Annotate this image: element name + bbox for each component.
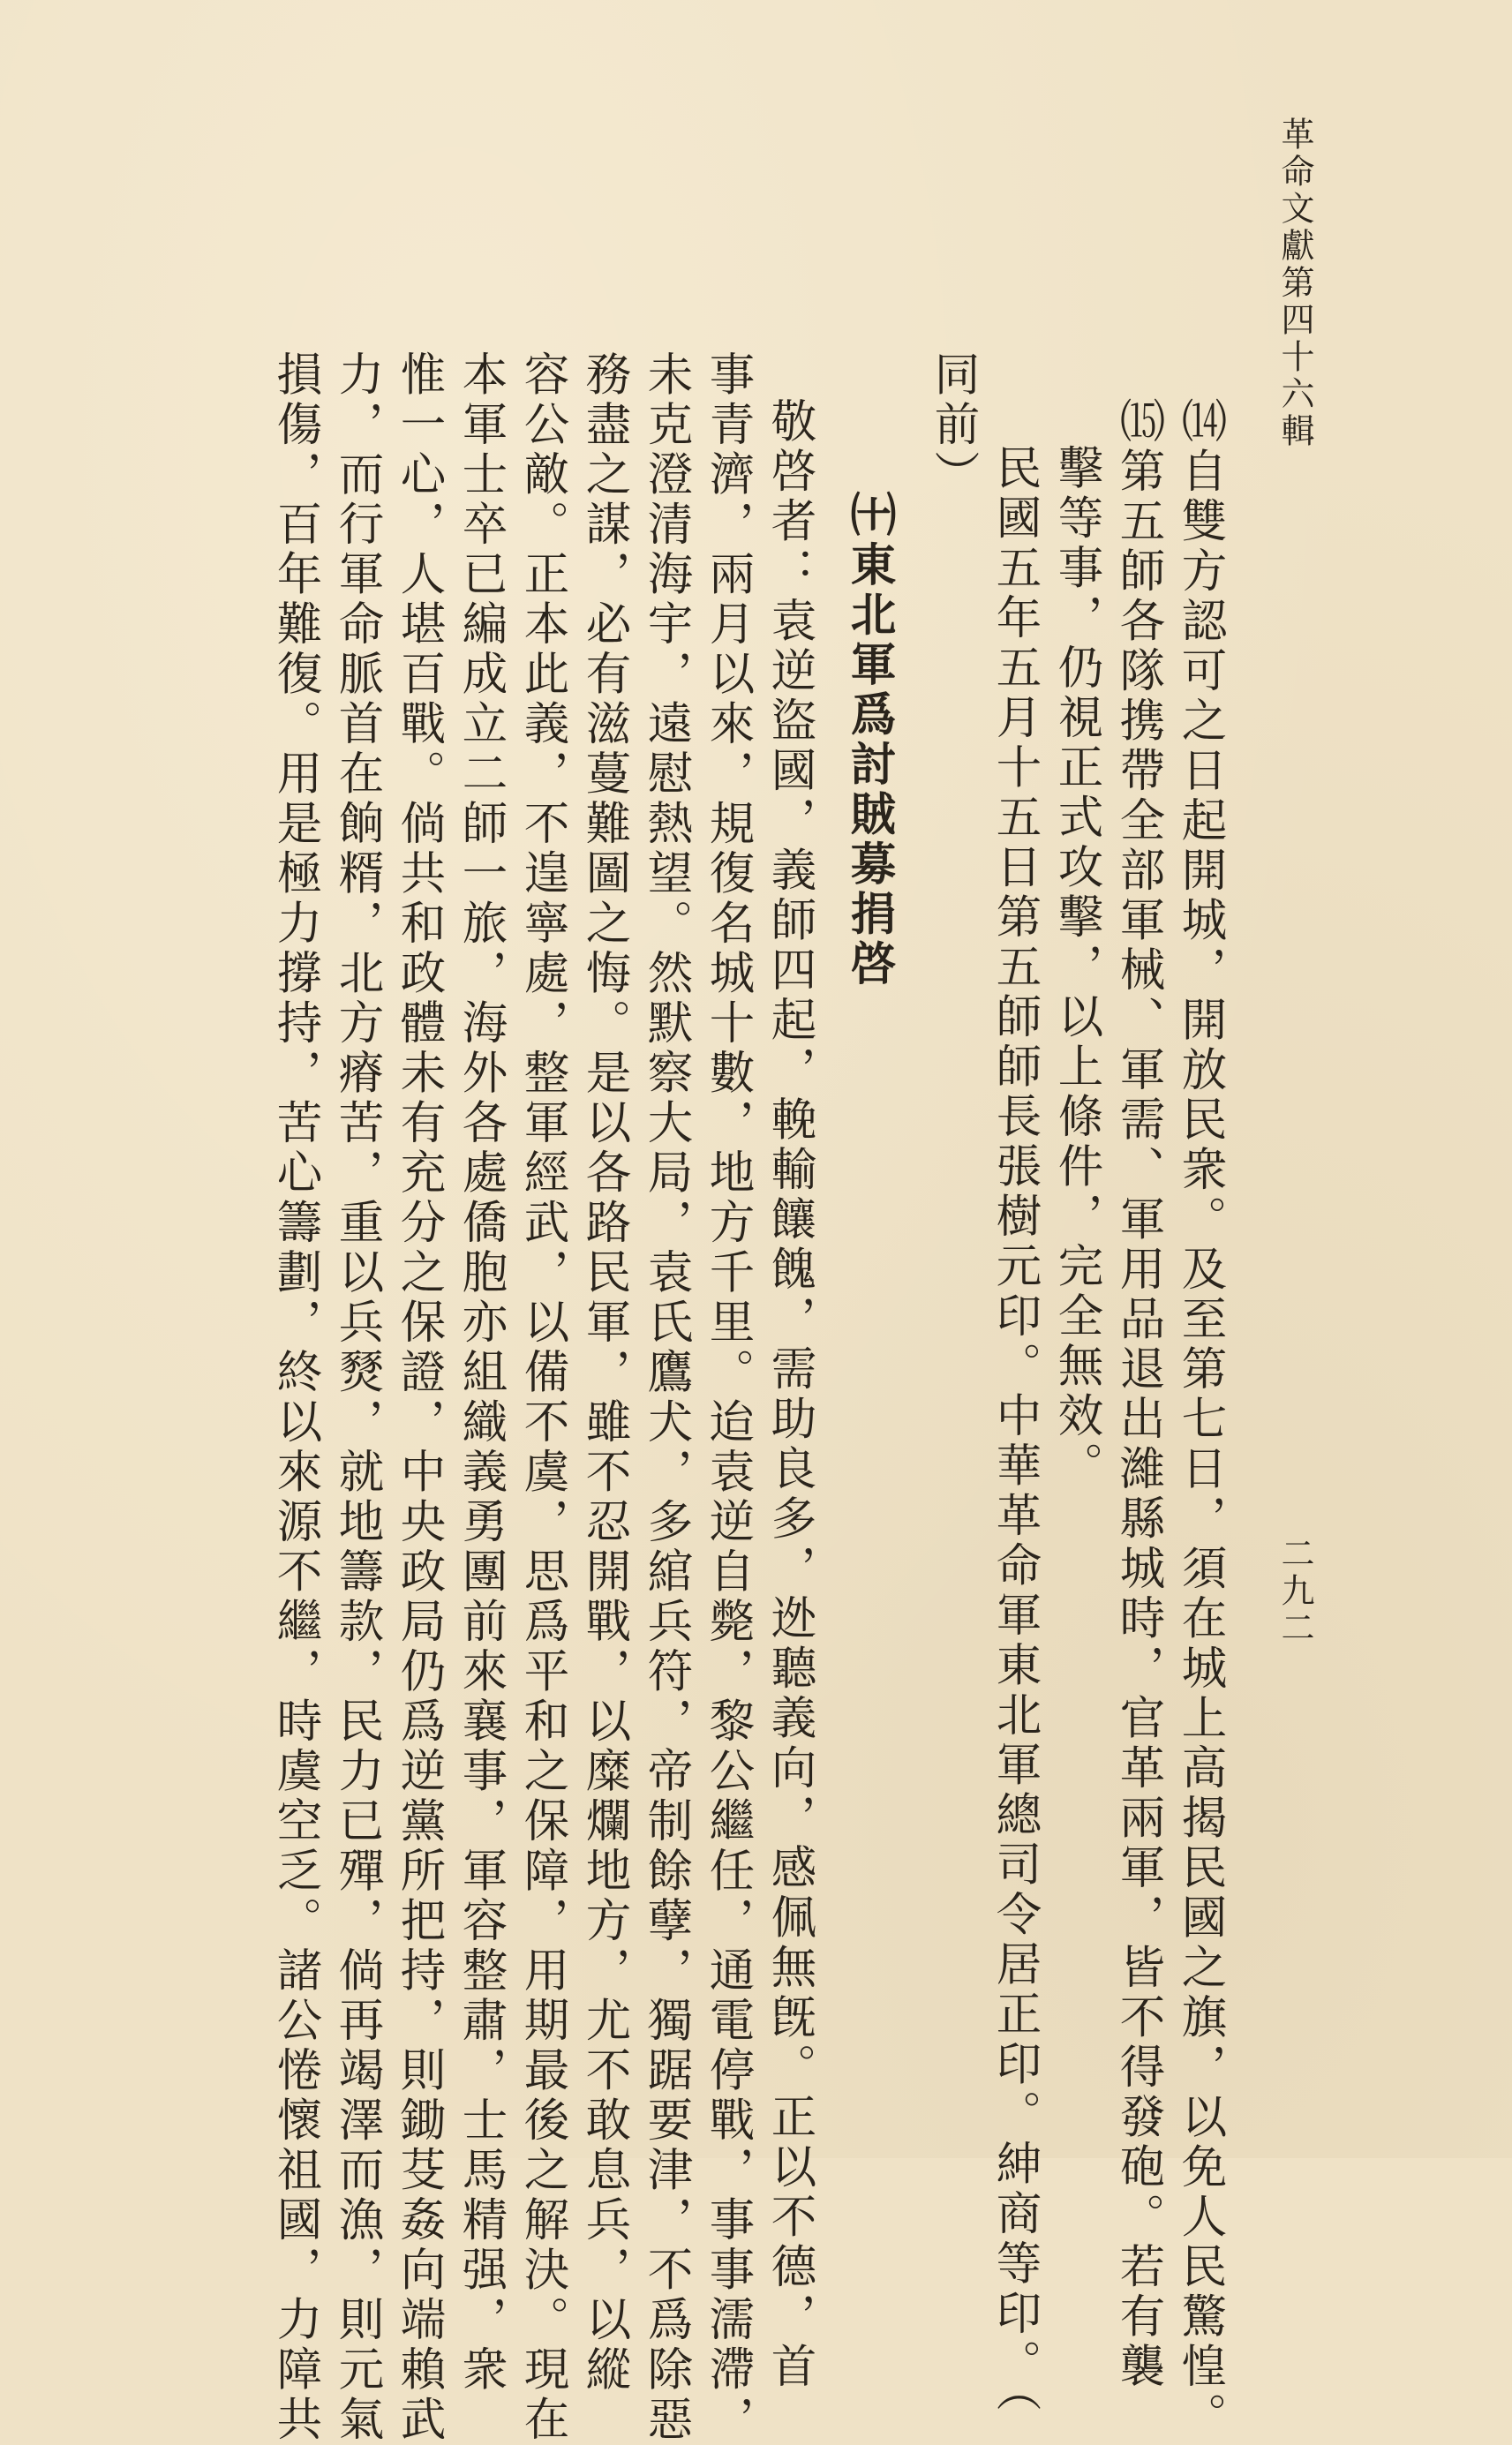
text-column-7: 敬啓者：袁逆盜國，義師四起，輓輸饟餽，需助良多，迯聽義向，感佩無旣。正以不德，首 [763,397,816,2392]
text-column-10: 務盡之謀，必有滋蔓難圖之悔。是以各路民軍，雖不忍開戰，以糜爛地方，尤不敢息兵，以縱 [577,350,631,2396]
text-column-5: 同前） [926,350,980,500]
text-column-2: ⒂第五師各隊携帶全部軍械、軍需、軍用品退出濰縣城時，官革兩軍，皆不得發砲。若有襲 [1111,397,1165,2392]
text-column-13: 惟一心，人堪百戰。倘共和政體未有充分之保證，中央政局仍爲逆黨所把持，則鋤芟姦向端賴武 [392,350,446,2445]
section-heading: ㈩東北軍爲討賊募捐啓 [842,491,896,989]
text-column-4: 民國五年五月十五日第五師師長張樹元印。中華革命軍東北軍總司令居正印。紳商等印。（ [988,444,1042,2417]
text-column-3: 擊等事，仍視正式攻擊，以上條件，完全無效。 [1049,444,1103,1492]
text-column-8: 事青濟，兩月以來，規復名城十數，地方千里。迨袁逆自斃，黎公繼任，通電停戰，事事濡滯， [701,350,755,2445]
text-column-14: 力，而行軍命脈首在餉糈，北方瘠苦，重以兵燹，就地籌款，民力已殫，倘再竭澤而漁，則元氣 [330,350,384,2445]
book-title-header: 革命文獻第四十六輯 [1275,117,1314,450]
text-column-12: 本軍士卒已編成立二師一旅，海外各處僑胞亦組織義勇團前來襄事，軍容整肅，士馬精强，衆 [454,350,508,2396]
text-column-1: ⒁自雙方認可之日起開城，開放民衆。及至第七日，須在城上高揭民國之旗，以免人民驚惶。 [1173,397,1227,2442]
text-column-11: 容公敵。正本此義，不遑寧處，整軍經武，以備不虞，思爲平和之保障，用期最後之解決。現在 [515,350,569,2445]
page-number: 二九二 [1275,1536,1314,1647]
text-column-15: 損傷，百年難復。用是極力撐持，苦心籌劃，終以來源不繼，時虞空乏。諸公惓懷祖國，力障共 [268,350,322,2445]
text-column-9: 未克澄清海宇，遠慰熱望。然默察大局，袁氏鷹犬，多綰兵符，帝制餘孽，獨踞要津，不爲除惡 [639,350,693,2445]
